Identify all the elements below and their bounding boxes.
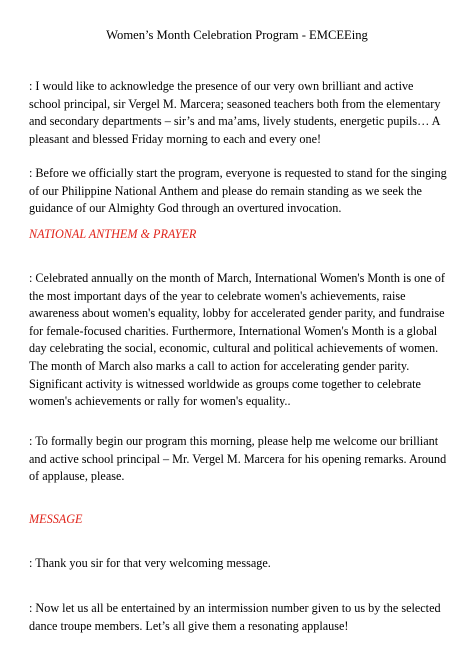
acknowledgement-paragraph: : I would like to acknowledge the presence of our very own brilliant and active school principal, sir Vergel M. Marcera; seasoned teachers both from the elementary and secondary departments – sir’s and ma’ams, lively students, energetic pupils… A pleasant and blessed Friday morning to each and every one! [29, 79, 441, 146]
intermission-paragraph: : Now let us all be entertained by an intermission number given to us by the selected dance troupe members. Let’s all give them a resonating applause! [29, 601, 441, 633]
document-title: Women’s Month Celebration Program - EMCEEing [106, 28, 368, 42]
thank-you-paragraph: : Thank you sir for that very welcoming message. [29, 556, 271, 570]
principal-welcome-paragraph: : To formally begin our program this morning, please help me welcome our brilliant and active school principal – Mr. Vergel M. Marcera for his opening remarks. Around of applause, please. [29, 434, 447, 484]
message-cue: MESSAGE [29, 512, 83, 526]
womens-month-paragraph: : Celebrated annually on the month of March, International Women's Month is one of the most important days of the year to celebrate women's achievements, raise awareness about women's equality, lobby for accelerated gender parity, and fundraise for female-focused charities. Furthermore, International Women's Month is a global day celebrating the social, economic, cultural and political achievements of women. The month of March also marks a call to action for accelerating gender parity. Significant activity is witnessed worldwide as groups come together to celebrate women's achievements or rally for women's equality.. [29, 271, 445, 409]
anthem-request-paragraph: : Before we officially start the program, everyone is requested to stand for the singing of our Philippine National Anthem and please do remain standing as we seek the guidance of our Almighty God through an overtured invocation. [29, 166, 447, 216]
anthem-prayer-cue: NATIONAL ANTHEM & PRAYER [29, 227, 197, 241]
